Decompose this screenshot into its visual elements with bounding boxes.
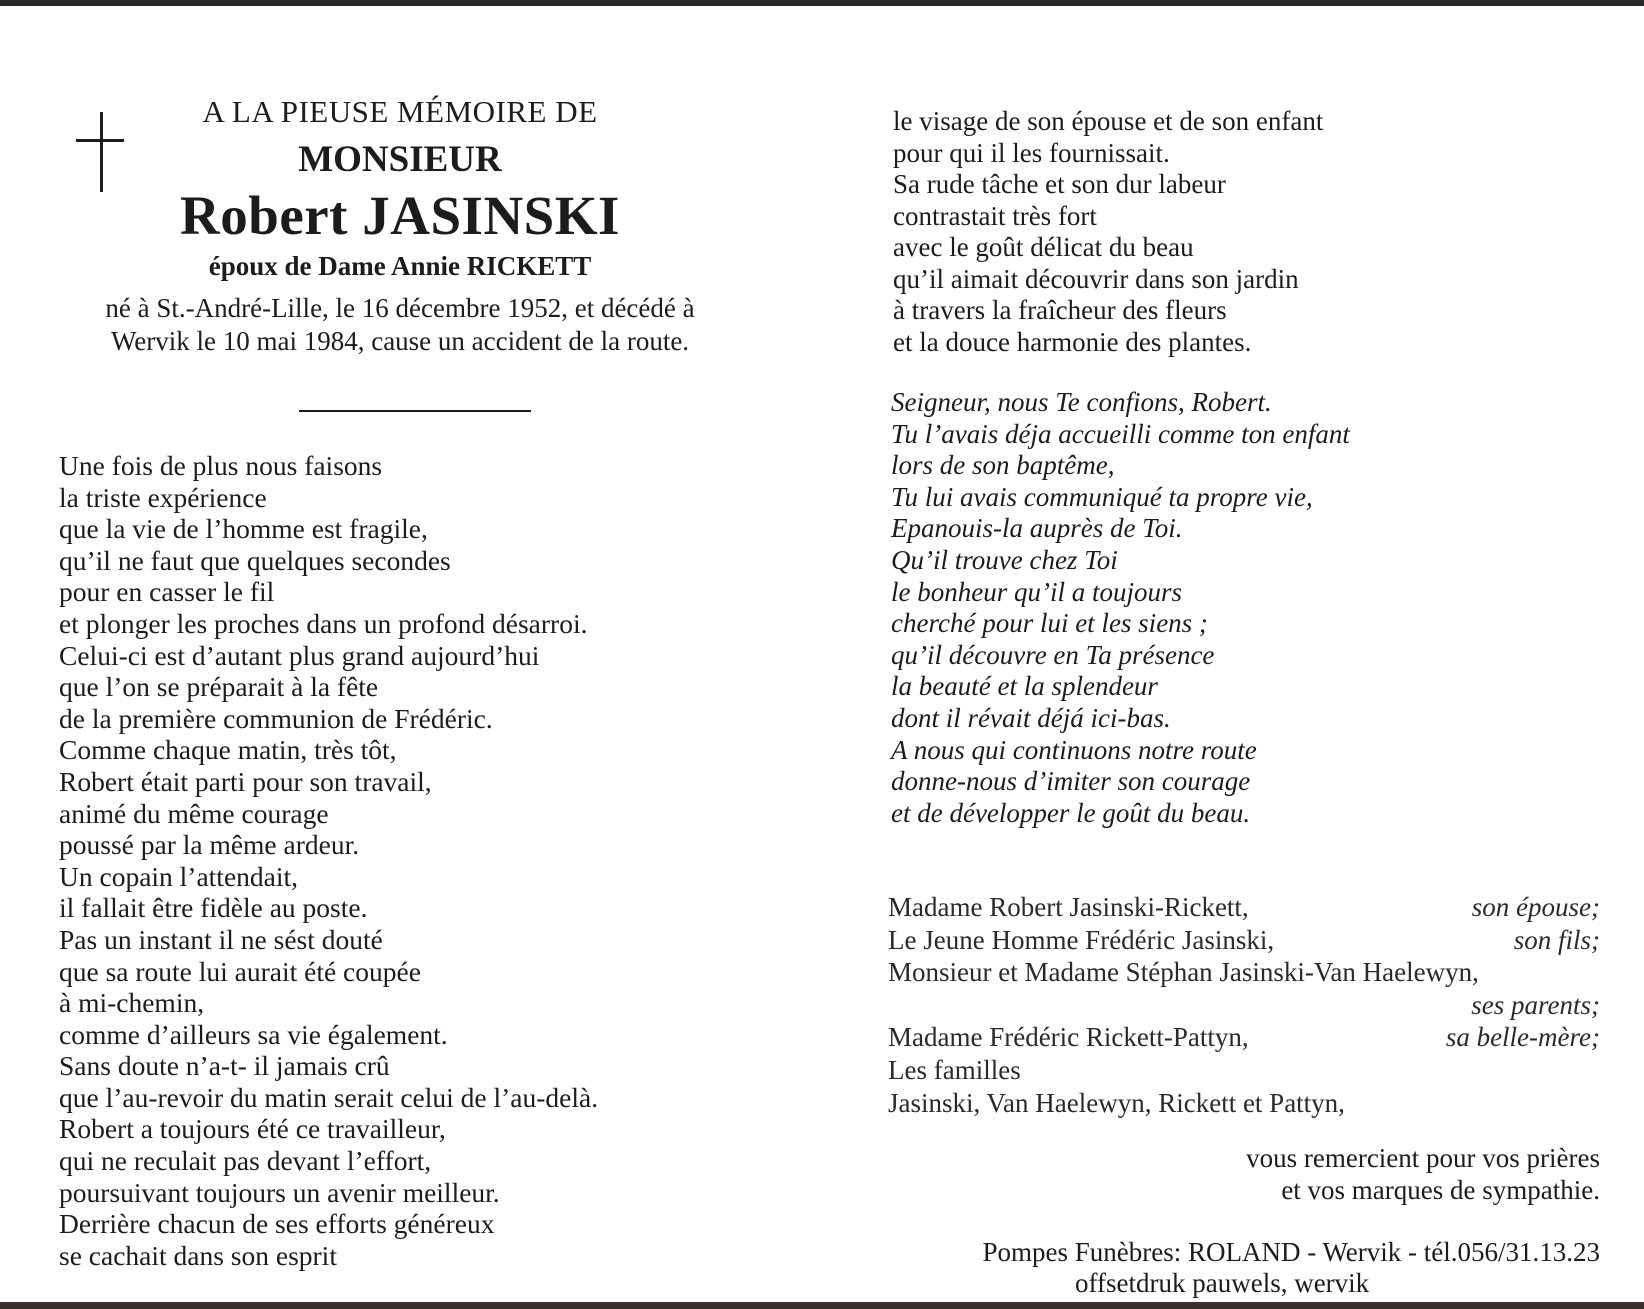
prayer-line: Tu l’avais déja accueilli comme ton enfant bbox=[891, 418, 1350, 449]
divider bbox=[299, 410, 531, 412]
poem-line: que l’on se préparait à la fête bbox=[59, 671, 379, 703]
family-relation: sa belle-mère; bbox=[1445, 1022, 1600, 1053]
family-relation: ses parents; bbox=[1471, 989, 1600, 1020]
poem-line: qui ne reculait pas devant l’effort, bbox=[59, 1145, 432, 1177]
poem-left bbox=[59, 450, 779, 1271]
prayer-text bbox=[891, 387, 1591, 829]
poem-line: poussé par la même ardeur. bbox=[59, 829, 360, 861]
poem-line: que l’au-revoir du matin serait celui de l’au-delà. bbox=[59, 1081, 599, 1113]
poem-line: qu’il aimait découvrir dans son jardin bbox=[893, 263, 1299, 294]
prayer-line: cherché pour lui et les siens ; bbox=[891, 608, 1208, 639]
poem-line: qu’il ne faut que quelques secondes bbox=[59, 544, 451, 576]
poem-line: Robert était parti pour son travail, bbox=[59, 765, 432, 797]
poem-line: se cachait dans son esprit bbox=[59, 1239, 337, 1271]
poem-line: le visage de son épouse et de son enfant bbox=[893, 106, 1324, 136]
printer-line: offsetdruk pauwels, wervik bbox=[1075, 1268, 1370, 1298]
title-heading: MONSIEUR bbox=[298, 139, 502, 180]
poem-line: comme d’ailleurs sa vie également. bbox=[59, 1018, 448, 1050]
thanks-line: vous remercient pour vos prières bbox=[1246, 1143, 1600, 1173]
poem-line: à travers la fraîcheur des fleurs bbox=[893, 295, 1227, 325]
thanks-text bbox=[1246, 1142, 1600, 1206]
poem-line: et plonger les proches dans un profond désarroi. bbox=[59, 607, 588, 639]
prayer-line: et de développer le goût du beau. bbox=[891, 797, 1251, 828]
family-member-name: Les familles bbox=[888, 1054, 1021, 1085]
birth-death-text bbox=[60, 292, 740, 358]
poem-line: il fallait être fidèle au poste. bbox=[59, 892, 368, 924]
family-member-name: Madame Frédéric Rickett-Pattyn, bbox=[888, 1022, 1249, 1053]
family-member-name: Le Jeune Homme Frédéric Jasinski, bbox=[888, 924, 1275, 955]
prayer-line: la beauté et la splendeur bbox=[891, 671, 1158, 702]
poem-line: animé du même courage bbox=[59, 797, 329, 829]
poem-line: Pas un instant il ne sést douté bbox=[59, 923, 383, 955]
poem-line: et la douce harmonie des plantes. bbox=[893, 326, 1252, 357]
poem-line: Celui-ci est d’autant plus grand aujourd’hui bbox=[59, 639, 540, 671]
prayer-line: qu’il découvre en Ta présence bbox=[891, 639, 1215, 670]
family-relation: son épouse; bbox=[1471, 892, 1600, 922]
prayer-line: Seigneur, nous Te confions, Robert. bbox=[891, 387, 1272, 417]
poem-line: avec le goût délicat du beau bbox=[893, 232, 1194, 262]
poem-line: poursuivant toujours un avenir meilleur. bbox=[59, 1176, 500, 1208]
poem-right bbox=[893, 106, 1593, 358]
family-member-name: Monsieur et Madame Stéphan Jasinski-Van Haelewyn, bbox=[888, 957, 1479, 988]
poem-line: que sa route lui aurait été coupée bbox=[59, 955, 421, 987]
poem-line: la triste expérience bbox=[59, 481, 267, 513]
birth-line: né à St.-André-Lille, le 16 décembre 1952, et décédé à bbox=[105, 293, 695, 323]
family-row bbox=[888, 891, 1600, 924]
poem-line: de la première communion de Frédéric. bbox=[59, 702, 493, 734]
family-row bbox=[888, 989, 1600, 1022]
memoire-heading: A LA PIEUSE MÉMOIRE DE bbox=[202, 94, 598, 129]
prayer-line: Epanouis-la auprès de Toi. bbox=[891, 513, 1183, 544]
poem-line: Robert a toujours été ce travailleur, bbox=[59, 1113, 446, 1145]
family-list bbox=[888, 891, 1600, 1119]
prayer-line: le bonheur qu’il a toujours bbox=[891, 576, 1182, 607]
poem-line: pour en casser le fil bbox=[59, 576, 275, 608]
prayer-line: dont il révait déjá ici-bas. bbox=[891, 702, 1171, 733]
deceased-name: Robert JASINSKI bbox=[180, 185, 620, 246]
family-row bbox=[888, 1087, 1600, 1120]
prayer-line: donne-nous d’imiter son courage bbox=[891, 766, 1251, 797]
poem-line: Sa rude tâche et son dur labeur bbox=[893, 169, 1226, 199]
family-member-name: Madame Robert Jasinski-Rickett, bbox=[888, 892, 1249, 922]
prayer-line: Tu lui avais communiqué ta propre vie, bbox=[891, 481, 1313, 512]
family-row bbox=[888, 956, 1600, 989]
family-relation: son fils; bbox=[1513, 924, 1600, 955]
prayer-line: Qu’il trouve chez Toi bbox=[891, 544, 1118, 575]
prayer-line: lors de son baptême, bbox=[891, 450, 1115, 481]
thanks-line: et vos marques de sympathie. bbox=[1281, 1175, 1600, 1205]
bottom-border bbox=[0, 1302, 1644, 1309]
poem-line: Un copain l’attendait, bbox=[59, 860, 299, 892]
family-row bbox=[888, 1021, 1600, 1054]
poem-line: Sans doute n’a-t- il jamais crû bbox=[59, 1050, 390, 1082]
poem-line: pour qui il les fournissait. bbox=[893, 137, 1170, 168]
poem-line: que la vie de l’homme est fragile, bbox=[59, 513, 428, 545]
family-member-name: Jasinski, Van Haelewyn, Rickett et Pattyn, bbox=[888, 1087, 1345, 1118]
poem-line: Derrière chacun de ses efforts généreux bbox=[59, 1208, 495, 1240]
top-border bbox=[0, 0, 1644, 6]
header bbox=[60, 92, 740, 358]
spouse-line: époux de Dame Annie RICKETT bbox=[208, 251, 592, 281]
poem-line: Comme chaque matin, très tôt, bbox=[59, 734, 397, 766]
poem-line: contrastait très fort bbox=[893, 200, 1097, 231]
prayer-line: A nous qui continuons notre route bbox=[891, 734, 1257, 765]
death-line: Wervik le 10 mai 1984, cause un accident de la route. bbox=[110, 326, 690, 356]
family-row bbox=[888, 924, 1600, 957]
poem-line: Une fois de plus nous faisons bbox=[59, 450, 383, 481]
poem-line: à mi-chemin, bbox=[59, 987, 205, 1019]
funeral-home-line: Pompes Funèbres: ROLAND - Wervik - tél.056/31.13.23 bbox=[982, 1237, 1600, 1267]
family-row bbox=[888, 1054, 1600, 1087]
